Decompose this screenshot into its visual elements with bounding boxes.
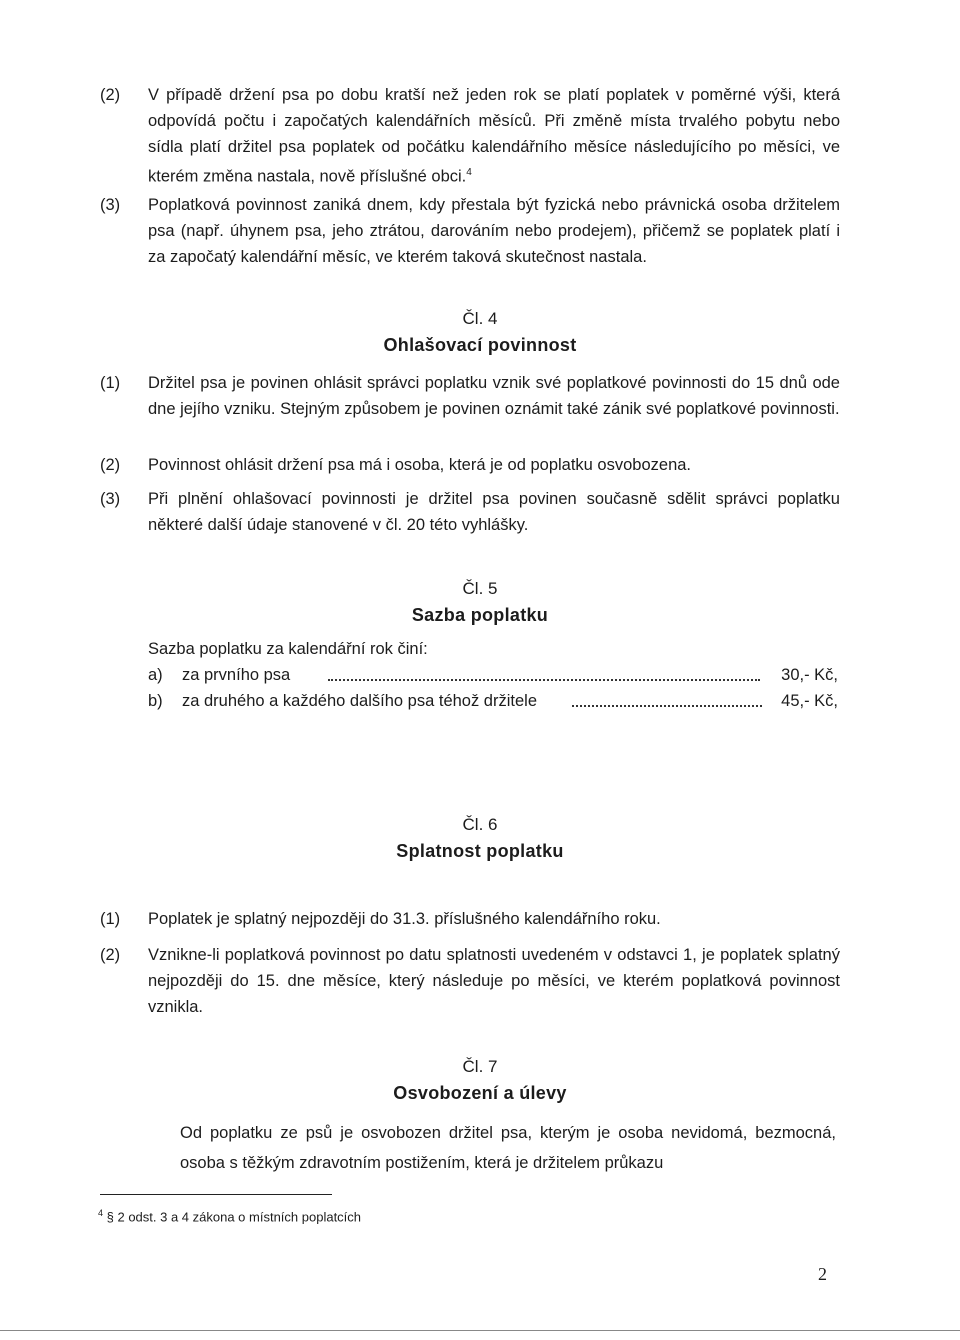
footnote-reference: 4 (466, 167, 472, 178)
article-number: Čl. 5 (462, 579, 498, 598)
paragraph-3-obligation-end (100, 192, 840, 270)
article-title: Ohlašovací povinnost (383, 335, 577, 355)
footnote-separator (100, 1194, 332, 1195)
fee-amount: 30,- Kč, (781, 666, 838, 684)
fee-description: za druhého a každého dalšího psa téhož držitele (182, 692, 537, 710)
paragraph-number: (1) (100, 374, 121, 392)
article-number: Čl. 6 (462, 815, 498, 834)
paragraph-text: Poplatková povinnost zaniká dnem, kdy přestala být fyzická nebo právnická osoba držitelem psa (např. úhynem psa, jeho ztrátou, darováním nebo prodejem), přičemž se poplatek platí i za započatý kalendářní měsíc, ve kterém taková skutečnost nastala. (148, 196, 840, 266)
paragraph-number: (2) (100, 86, 121, 104)
article-number: Čl. 7 (462, 1057, 498, 1076)
dot-leader (572, 705, 762, 707)
paragraph-number: (2) (100, 946, 121, 964)
fee-label: b) (148, 692, 163, 710)
article-6-heading (0, 812, 960, 864)
paragraph-number: (3) (100, 490, 121, 508)
article-6-paragraph-1 (100, 906, 840, 932)
article-6-paragraph-2 (100, 942, 840, 1020)
article-7-heading (0, 1054, 960, 1106)
paragraph-number: (1) (100, 910, 121, 928)
paragraph-text: Poplatek je splatný nejpozději do 31.3. příslušného kalendářního roku. (148, 910, 661, 928)
paragraph-text: Při plnění ohlašovací povinnosti je držitel psa povinen současně sdělit správci poplatku některé další údaje stanovené v čl. 20 této vyhlášky. (148, 490, 840, 534)
fee-amount: 45,- Kč, (781, 692, 838, 710)
article-5-heading (0, 576, 960, 628)
article-title: Osvobození a úlevy (393, 1083, 567, 1103)
article-7-text: Od poplatku ze psů je osvobozen držitel psa, kterým je osoba nevidomá, bezmocná, osoba s těžkým zdravotním postižením, která je držitelem průkazu (180, 1124, 836, 1172)
article-4-heading (0, 306, 960, 358)
page-number: 2 (818, 1264, 827, 1284)
paragraph-2-proportional-fee (100, 82, 840, 190)
fee-row-first-dog (148, 662, 838, 688)
article-4-paragraph-3 (100, 486, 840, 538)
dot-leader (328, 679, 760, 681)
article-4-paragraph-2 (100, 452, 840, 478)
fee-intro: Sazba poplatku za kalendářní rok činí: (148, 640, 428, 658)
article-title: Sazba poplatku (411, 605, 549, 625)
paragraph-text: V případě držení psa po dobu kratší než jeden rok se platí poplatek v poměrné výši, která odpovídá počtu i započatých kalendářních měsíců. Při změně místa trvalého pobytu nebo sídla platí držitel psa poplatek od počátku kalendářního měsíce následujícího po měsíci, ve kterém změna nastala, nově příslušné obci.$^4$ (148, 86, 840, 186)
paragraph-text: Povinnost ohlásit držení psa má i osoba, která je od poplatku osvobozena. (148, 456, 692, 474)
paragraph-text: Vznikne-li poplatková povinnost po datu splatnosti uvedeném v odstavci 1, je poplatek splatný nejpozději do 15. dne měsíce, který následuje po měsíci, ve kterém poplatková povinnost vznikla. (148, 946, 840, 1016)
footnote (98, 1204, 361, 1226)
paragraph-text: Držitel psa je povinen ohlásit správci poplatku vznik své poplatkové povinnosti do 15 dnů ode dne jejího vzniku. Stejným způsobem je povinen oznámit také zánik své poplatkové povinnosti. (148, 374, 840, 418)
paragraph-number: (3) (100, 196, 121, 214)
article-title: Splatnost poplatku (396, 841, 564, 861)
fee-description: za prvního psa (182, 666, 291, 684)
article-number: Čl. 4 (462, 309, 498, 328)
article-4-paragraph-1 (100, 370, 840, 422)
page-bottom-edge (0, 1330, 960, 1331)
fee-row-additional-dog (148, 688, 838, 714)
footnote-mark: 4 (98, 1208, 104, 1218)
paragraph-number: (2) (100, 456, 121, 474)
fee-label: a) (148, 666, 163, 684)
footnote-text: § 2 odst. 3 a 4 zákona o místních poplatcích (106, 1209, 362, 1225)
